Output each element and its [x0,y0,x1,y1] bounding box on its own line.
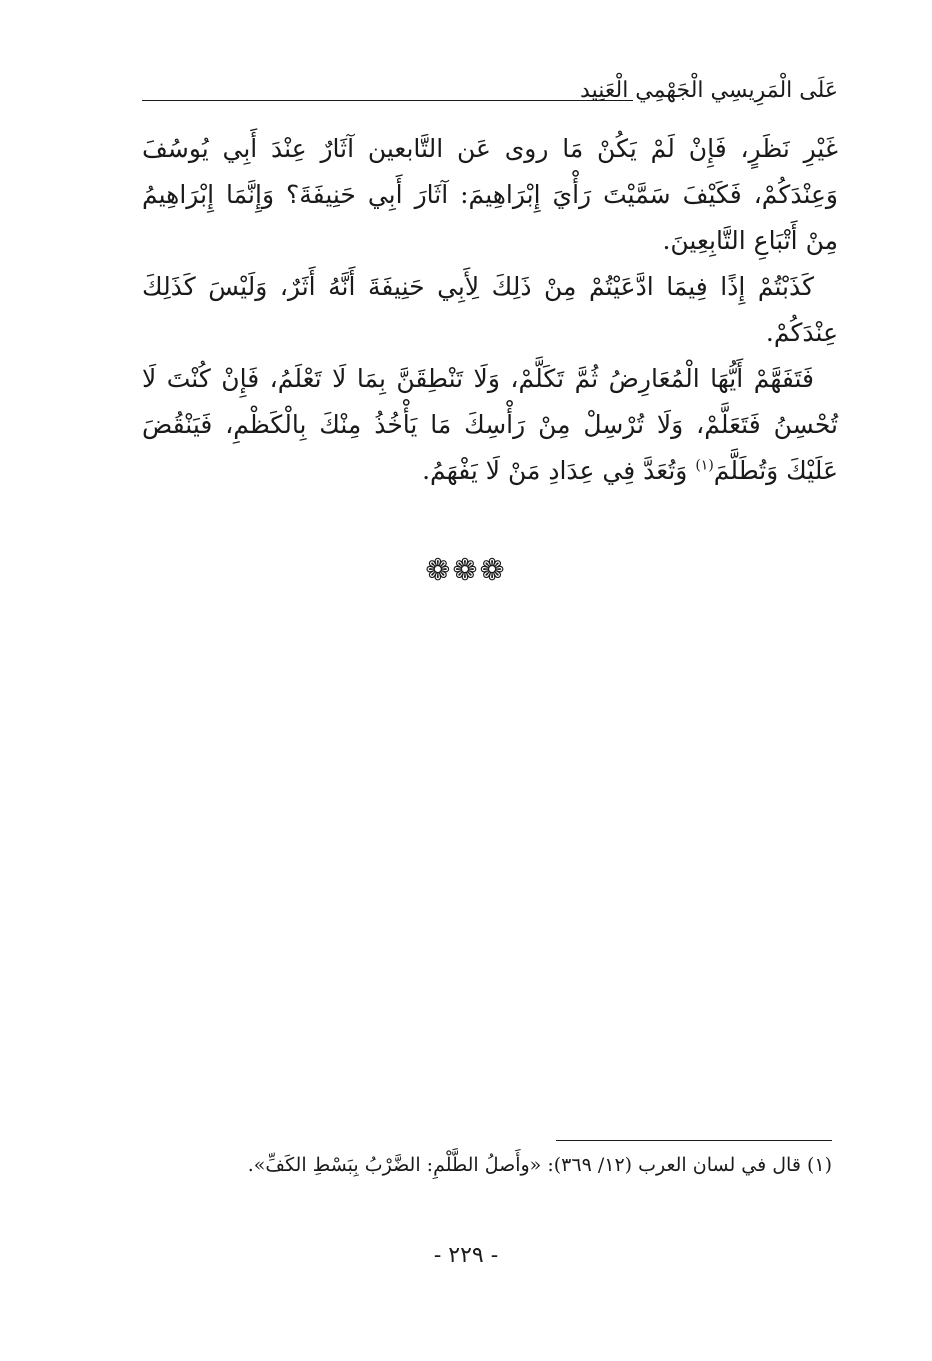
header-title: عَلَى الْمَرِيسِي الْجَهْمِي الْعَنِيد [580,78,838,103]
footnote-marker: (١) [695,457,714,474]
paragraph-1: غَيْرِ نَظَرٍ، فَإِنْ لَمْ يَكُنْ مَا روى عَن التَّابعين آثَارٌ عِنْدَ أَبِي يُوسُفَ وَعِنْدَكُمْ، فَكَيْفَ سَمَّيْتَ رَأْيَ إِبْرَاهِيمَ: آثَارَ أَبِي حَنِيفَةَ؟ وَإِنَّمَا إِبْرَاهِيمُ مِنْ أَتْبَاعِ التَّابِعِينَ. [142,134,838,255]
main-text [142,126,838,494]
footnote: (١) قال في لسان العرب (١٢/ ٣٦٩): «وأَصلُ الطَّلْمِ: الضَّرْبُ بِبَسْطِ الكَفِّ». [247,1154,832,1176]
footnote-rule [556,1140,832,1141]
running-header [142,72,838,112]
paragraph-3-text: فَتَفَهَّمْ أَيُّهَا الْمُعَارِضُ ثُمَّ تَكَلَّمْ، وَلَا تَنْطِقَنَّ بِمَا لَا تَعْلَمُ، فَإِنْ كُنْتَ لَا تُحْسِنُ فَتَعَلَّمْ، وَلَا تُرْسِلْ مِنْ رَأْسِكَ مَا يَأْخُذُ مِنْكَ بِالْكَظْمِ، فَيَنْقُضَ عَلَيْكَ وَتُطَلَّمَ [142,364,838,485]
paragraph-3-tail: وَتُعَدَّ فِي عِدَادِ مَنْ لَا يَفْهَمُ. [422,456,688,485]
section-ornament: ❁❁❁ [425,553,507,588]
paragraph-2: كَذَبْتُمْ إِذًا فِيمَا ادَّعَيْتُمْ مِنْ ذَلِكَ لِأَبِي حَنِيفَةَ أَنَّهُ أَثَرٌ، وَلَيْسَ كَذَلِكَ عِنْدَكُمْ. [142,272,838,347]
paragraph-3 [142,356,838,494]
page-number: - ٢٢٩ - [433,1243,499,1268]
header-rule [142,100,633,101]
